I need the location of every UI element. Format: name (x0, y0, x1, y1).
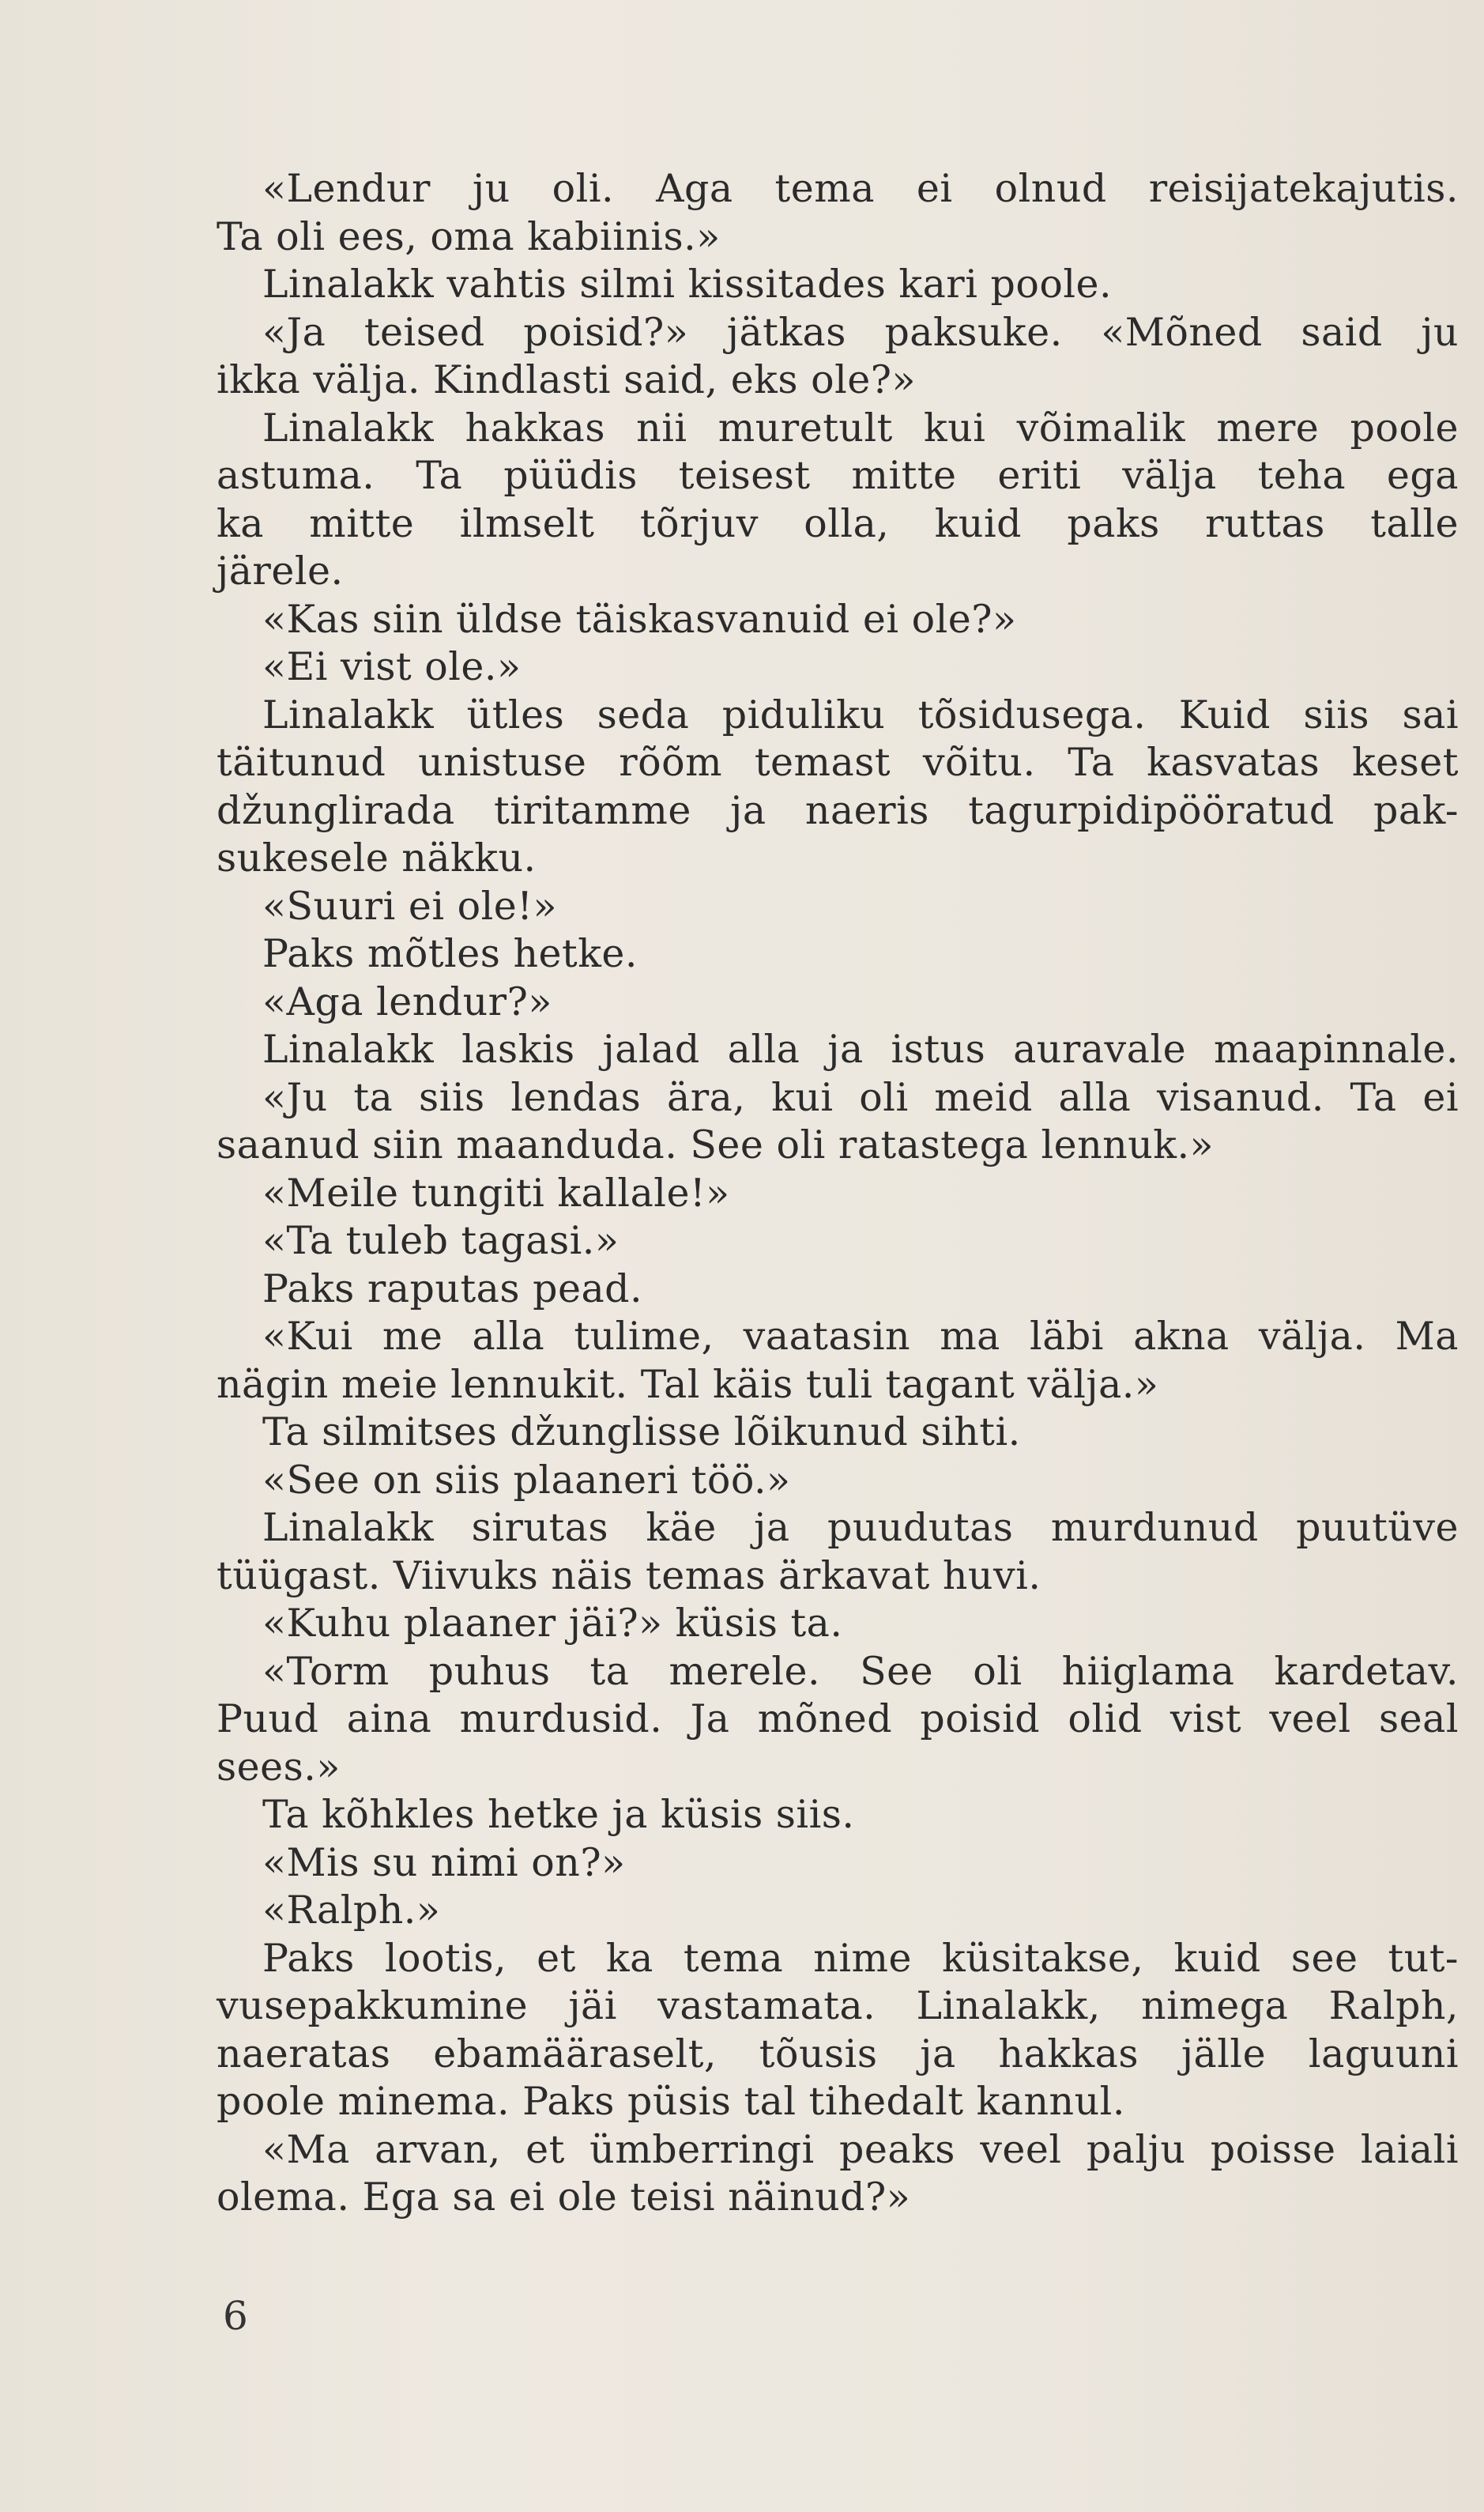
text-line: Ta kõhkles hetke ja küsis siis. (262, 1792, 855, 1837)
text-line: naeratas ebamääraselt, tõusis ja hakkas jälle laguuni (217, 2031, 1459, 2076)
text-line: Paks mõtles hetke. (262, 931, 638, 976)
text-line: nägin meie lennukit. Tal käis tuli tagant välja.» (217, 1361, 1159, 1407)
text-line: «Aga lendur?» (262, 979, 552, 1024)
text-line: Paks lootis, et ka tema nime küsitakse, kuid see tut- (262, 1935, 1459, 1981)
text-line: «Lendur ju oli. Aga tema ei olnud reisijatekajutis. (262, 166, 1459, 211)
text-line: vusepakkumine jäi vastamata. Linalakk, nimega Ralph, (217, 1983, 1459, 2028)
text-line: «Ta tuleb tagasi.» (262, 1218, 620, 1263)
text-line: Linalakk ütles seda piduliku tõsidusega. Kuid siis sai (262, 692, 1459, 737)
text-line: tüügast. Viivuks näis temas ärkavat huvi. (217, 1552, 1041, 1598)
text-line: «Ei vist ole.» (262, 644, 522, 689)
text-line: sees.» (217, 1744, 341, 1790)
text-line: Linalakk vahtis silmi kissitades kari poole. (262, 262, 1113, 307)
text-line: olema. Ega sa ei ole teisi näinud?» (217, 2174, 911, 2220)
text-line: «Ja teised poisid?» jätkas paksuke. «Mõned said ju (262, 309, 1459, 355)
text-line: täitunud unistuse rõõm temast võitu. Ta kasvatas keset (217, 740, 1459, 785)
body-text (217, 165, 1459, 2222)
text-line: järele. (217, 549, 344, 594)
text-line: Ta oli ees, oma kabiinis.» (217, 213, 721, 259)
text-line: «Torm puhus ta merele. See oli hiiglama kardetav. (262, 1648, 1459, 1694)
text-line: Linalakk hakkas nii muretult kui võimalik mere poole (262, 405, 1459, 451)
text-line: «Ju ta siis lendas ära, kui oli meid alla visanud. Ta ei (262, 1074, 1459, 1120)
text-line: Paks raputas pead. (262, 1265, 643, 1311)
text-line: poole minema. Paks püsis tal tihedalt kannul. (217, 2079, 1125, 2124)
text-line: «Ma arvan, et ümberringi peaks veel palju poisse laiali (262, 2126, 1459, 2172)
text-line: «Kui me alla tulime, vaatasin ma läbi akna välja. Ma (262, 1314, 1459, 1359)
page-number: 6 (223, 2293, 248, 2339)
text-line: sukesele näkku. (217, 835, 537, 881)
text-line: saanud siin maanduda. See oli ratastega lennuk.» (217, 1122, 1215, 1167)
text-line: «Ralph.» (262, 1888, 441, 1933)
text-line: «Suuri ei ole!» (262, 883, 557, 929)
text-line: «Kas siin üldse täiskasvanuid ei ole?» (262, 596, 1017, 642)
text-line: Linalakk laskis jalad alla ja istus auravale maapinnale. (262, 1027, 1459, 1072)
text-line: «See on siis plaaneri töö.» (262, 1457, 791, 1503)
text-line: ka mitte ilmselt tõrjuv olla, kuid paks ruttas talle (217, 500, 1459, 546)
text-line: ikka välja. Kindlasti said, eks ole?» (217, 357, 917, 402)
text-line: Ta silmitses džunglisse lõikunud sihti. (262, 1409, 1021, 1454)
text-line: Linalakk sirutas käe ja puudutas murdunud puutüve (262, 1505, 1459, 1550)
text-line: «Meile tungiti kallale!» (262, 1170, 730, 1216)
text-line: Puud aina murdusid. Ja mõned poisid olid vist veel seal (217, 1696, 1459, 1741)
text-line: «Kuhu plaaner jäi?» küsis ta. (262, 1601, 843, 1646)
text-line: «Mis su nimi on?» (262, 1839, 626, 1885)
text-line: astuma. Ta püüdis teisest mitte eriti välja teha ega (217, 453, 1459, 498)
text-line: džunglirada tiritamme ja naeris tagurpidipööratud pak- (217, 787, 1459, 833)
